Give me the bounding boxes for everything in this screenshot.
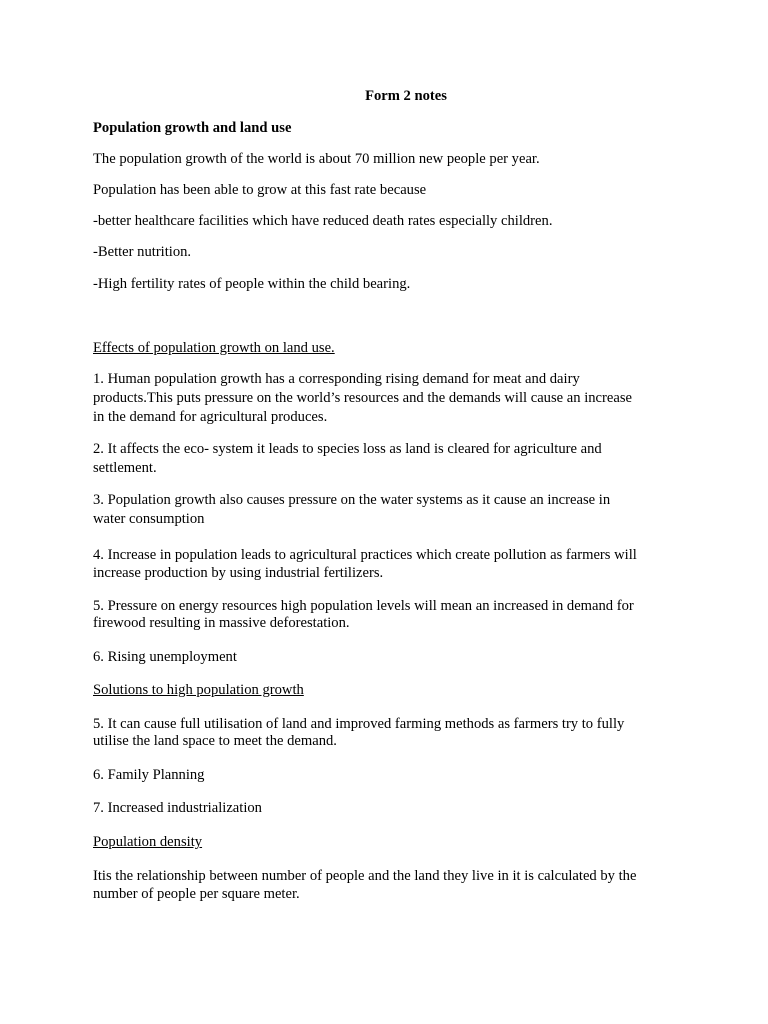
- section-heading-population-growth: Population growth and land use: [93, 120, 292, 136]
- solution-5-line-2: utilise the land space to meet the demand.: [93, 733, 337, 749]
- section-heading-solutions: Solutions to high population growth: [93, 682, 304, 698]
- reason-nutrition: -Better nutrition.: [93, 244, 192, 260]
- effect-1-line-2: products.This puts pressure on the world’s resources and the demands will cause an increase: [93, 390, 633, 406]
- reason-healthcare: -better healthcare facilities which have reduced death rates especially children.: [93, 213, 553, 229]
- effect-2-line-1: 2. It affects the eco- system it leads to species loss as land is cleared for agriculture and: [93, 441, 602, 457]
- effect-1-line-1: 1. Human population growth has a corresponding rising demand for meat and dairy: [93, 371, 580, 387]
- effect-3-line-1: 3. Population growth also causes pressure on the water systems as it cause an increase in: [93, 492, 611, 508]
- effect-5-line-2: firewood resulting in massive deforestation.: [93, 615, 350, 631]
- paragraph-growth-reason: Population has been able to grow at this fast rate because: [93, 182, 427, 198]
- effect-5-line-1: 5. Pressure on energy resources high population levels will mean an increased in demand for: [93, 598, 634, 614]
- document-title: Form 2 notes: [365, 88, 447, 104]
- effect-4-line-1: 4. Increase in population leads to agricultural practices which create pollution as farmers will: [93, 547, 637, 563]
- effect-2-line-2: settlement.: [93, 460, 157, 476]
- section-heading-density: Population density: [93, 834, 203, 850]
- paragraph-growth-rate: The population growth of the world is about 70 million new people per year.: [93, 151, 540, 167]
- reason-fertility: -High fertility rates of people within the child bearing.: [93, 276, 411, 292]
- effect-6: 6. Rising unemployment: [93, 649, 237, 665]
- effect-4-line-2: increase production by using industrial fertilizers.: [93, 565, 384, 581]
- density-definition-line-1: Itis the relationship between number of people and the land they live in it is calculated by the: [93, 868, 637, 884]
- section-heading-effects: Effects of population growth on land use.: [93, 340, 335, 356]
- solution-7: 7. Increased industrialization: [93, 800, 262, 816]
- solution-5-line-1: 5. It can cause full utilisation of land and improved farming methods as farmers try to fully: [93, 716, 625, 732]
- effect-3-line-2: water consumption: [93, 511, 205, 527]
- effect-1-line-3: in the demand for agricultural produces.: [93, 409, 328, 425]
- density-definition-line-2: number of people per square meter.: [93, 886, 300, 902]
- solution-6: 6. Family Planning: [93, 767, 205, 783]
